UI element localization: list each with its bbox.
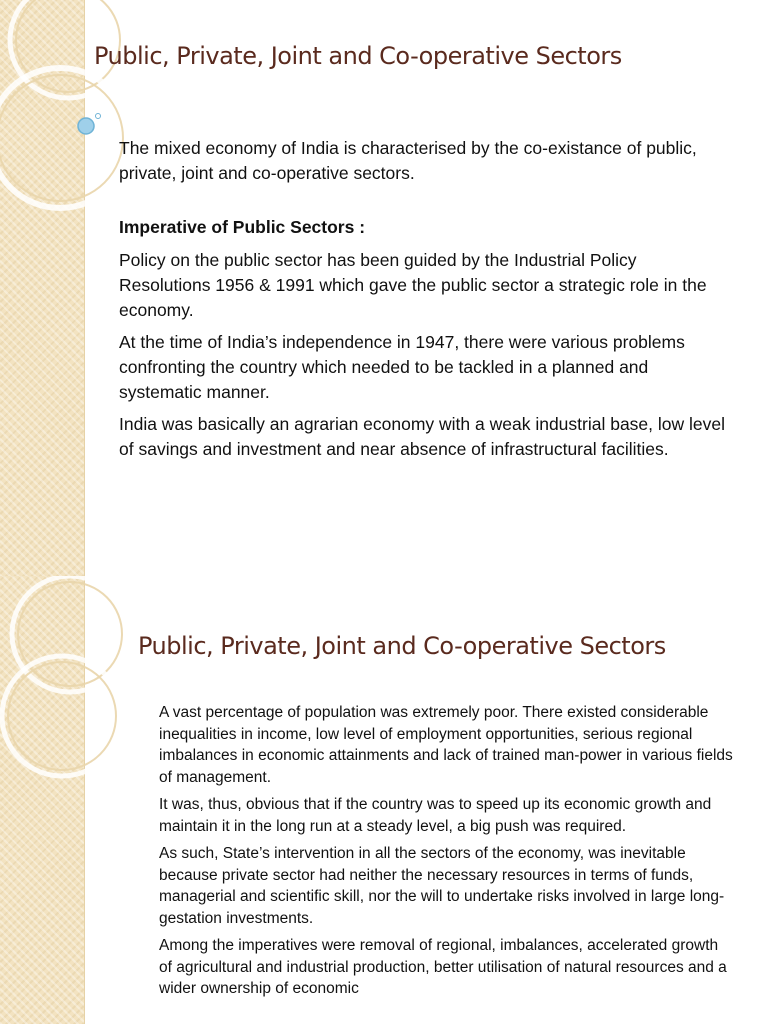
slide-2	[0, 576, 768, 1024]
paragraph: It was, thus, obvious that if the country was to speed up its economic growth and maintain it in the long run at a steady level, a big push was required.	[159, 796, 712, 835]
section-heading: Imperative of Public Sectors :	[119, 217, 366, 237]
page-title: Public, Private, Joint and Co-operative Sectors	[138, 632, 666, 660]
slide-body	[119, 136, 729, 469]
paragraph: Among the imperatives were removal of regional, imbalances, accelerated growth of agricultural and industrial production, better utilisation of natural resources and a wider ownership of economic	[159, 937, 727, 997]
paragraph: At the time of India’s independence in 1947, there were various problems confronting the country which needed to be tackled in a planned and systematic manner.	[119, 332, 685, 402]
intro-text: The mixed economy of India is characterised by the co-existance of public, private, joint and co-operative sectors.	[119, 138, 697, 183]
page-title: Public, Private, Joint and Co-operative Sectors	[94, 42, 622, 70]
bubble-icon	[78, 118, 94, 134]
slide-body	[159, 702, 734, 1006]
paragraph: As such, State’s intervention in all the sectors of the economy, was inevitable because private sector had neither the necessary resources in terms of funds, managerial and scientific skill, nor the will to undertake risks involved in large long-gestation investments.	[159, 845, 725, 927]
paragraph: Policy on the public sector has been guided by the Industrial Policy Resolutions 1956 & 1991 which gave the public sector a strategic role in the economy.	[119, 250, 707, 320]
paragraph: A vast percentage of population was extremely poor. There existed considerable inequalities in income, low level of employment opportunities, serious regional imbalances in economic attainments and lack of trained man-power in various fields of management.	[159, 704, 733, 786]
paragraph: India was basically an agrarian economy with a weak industrial base, low level of savings and investment and near absence of infrastructural facilities.	[119, 414, 726, 459]
